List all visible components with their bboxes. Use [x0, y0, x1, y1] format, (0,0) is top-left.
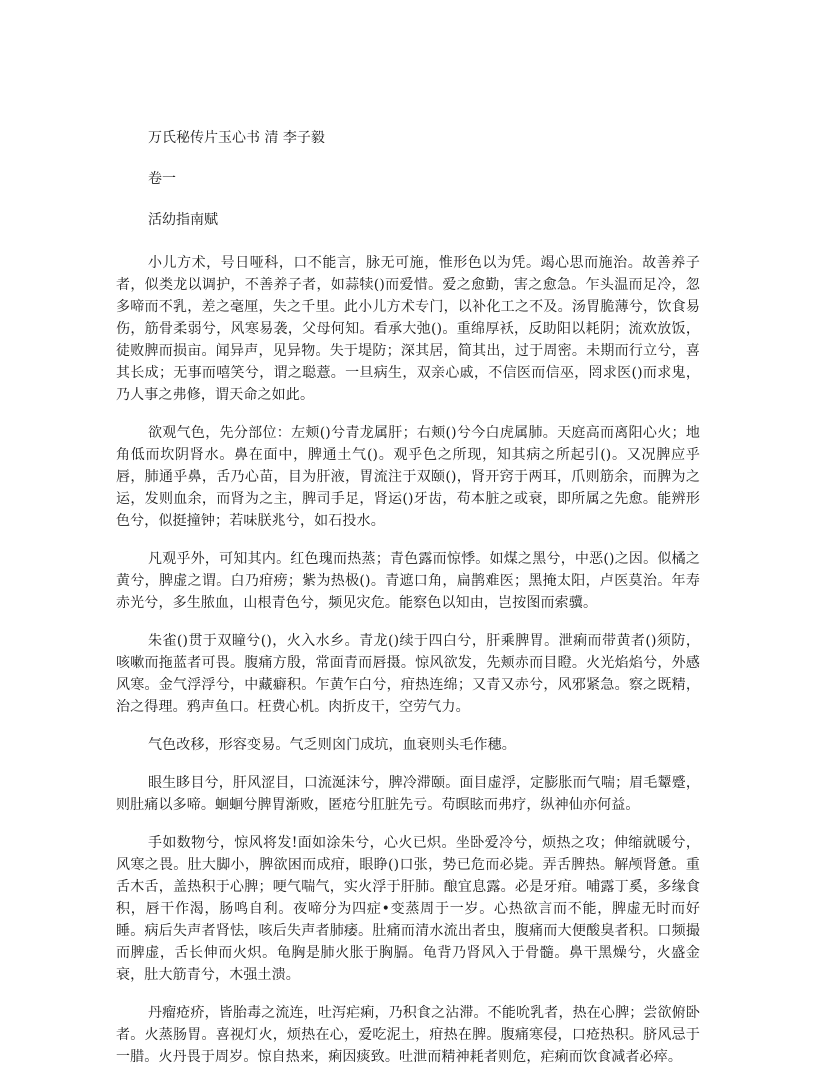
document-title: 万氏秘传片玉心书 清 李子毅	[148, 130, 325, 146]
document-page	[116, 128, 700, 1084]
paragraph: 欲观气色，先分部位：左颊()兮青龙属肝；右颊()兮今白虎属肺。天庭高而离阳心火；地角低而坎阴肾水。鼻在面中，脾通土气()。观乎色之所现，知其病之所起引()。又况脾应乎唇，肺通乎鼻，舌乃心苗，目为肝液，胃流注于双颐()，肾开窍于两耳，爪则筋余，而脾为之运，发则血余，而肾为之主，脾司手足，肾运()牙齿，苟本脏之或衰，即所属之先愈。能辨形色兮，似挺撞钟；若味朕兆兮，如石投水。	[116, 425, 700, 529]
paragraph: 眼生眵目兮，肝风涩目，口流涎沫兮，脾冷滞颐。面目虚浮，定膨胀而气喘；眉毛颦蹙，则肚痛以多啼。蛔蛔兮脾胃渐败，匿疮兮肛脏先亏。苟暝眩而弗疗，纵神仙亦何益。	[116, 775, 700, 813]
section-heading: 活幼指南赋	[148, 212, 218, 228]
paragraph: 手如数物兮，惊风将发!面如涂朱兮，心火已炽。坐卧爱冷兮，烦热之攻；伸缩就暖兮，风寒之畏。肚大脚小，脾欲困而成疳，眼睁()口张，势已危而必毙。弄舌脾热。解颅肾惫。重舌木舌，盖热积于心脾；哽气喘气，实火浮于肝肺。酿宜息露。必是牙疳。哺露丁奚，多缘食积，唇干作渴，肠鸣自利。夜啼分为四症•变蒸周于一岁。心热欲言而不能，脾虚无时而好睡。病后失声者肾怯，咳后失声者肺痿。肚痛而清水流出者虫，腹痛而大便酸臭者积。口频撮而脾虚，舌长伸而火炽。龟胸是肺火胀于胸膈。龟背乃肾风入于骨髓。鼻干黑燥兮，火盛金衰，肚大筋青兮，木强土溃。	[116, 835, 700, 983]
paragraph: 凡观乎外，可知其内。红色瑰而热蒸；青色露而惊悸。如煤之黑兮，中恶()之因。似橘之黄兮，脾虚之谓。白乃疳痨；紫为热极()。青遮口角，扁鹊难医；黑掩太阳，卢医莫治。年寿赤光兮，多生脓血，山根青色兮，频见灾危。能察色以知由，岂按图而索骥。	[116, 551, 700, 611]
paragraph: 气色改移，形容变易。气乏则囟门成坑，血衰则头毛作穗。	[148, 737, 516, 753]
paragraph: 丹瘤疮疥，皆胎毒之流连，吐泻疟痢，乃积食之沾滞。不能吮乳者，热在心脾；尝欲俯卧者。火蒸肠胃。喜视灯火，烦热在心，爱吃泥土，疳热在脾。腹痛寒侵，口疮热积。脐风忌于一腊。火丹畏于周岁。惊自热来，痢因痰致。吐泄而精神耗者则危，疟痢而饮食减者必瘁。	[116, 1005, 700, 1065]
volume-heading: 卷一	[148, 171, 176, 187]
paragraph: 小儿方术，号日哑科，口不能言，脉无可施，惟形色以为凭。竭心思而施治。故善养子者，似类龙以调护，不善养子者，如蒜犊()而爱惜。爱之愈勤，害之愈急。乍头温而足冷，忽多啼而不乳，差之毫厘，失之千里。此小儿方术专门，以补化工之不及。汤胃脆薄兮，饮食易伤，筋骨柔弱兮，风寒易袭，父母何知。看承大弛()。重绵厚袄，反助阳以耗阴；流欢放饭，徒败脾而损亩。闻异声，见异物。失于堤防；深其居，简其出，过于周密。未期而行立兮，喜其长成；无事而嘻笑兮，谓之聪薏。一旦病生，双亲心戚，不信医而信巫，罔求医()而求鬼，乃人事之弗修，谓天命之如此。	[116, 255, 700, 403]
paragraph: 朱雀()贯于双瞳兮()，火入水乡。青龙()续于四白兮，肝乘脾胃。泄痢而带黄者()须防，咳嗽而拖蓝者可畏。腹痛方殷，常面青而唇摄。惊风欲发，先颊赤而目瞪。火光焰焰兮，外感风寒。金气浮浮兮，中藏癖积。乍黄乍白兮，疳热连绵；又青又赤兮，风邪紧急。察之既精，治之得理。鸦声鱼口。枉费心机。肉折皮干，空劳气力。	[116, 633, 700, 715]
